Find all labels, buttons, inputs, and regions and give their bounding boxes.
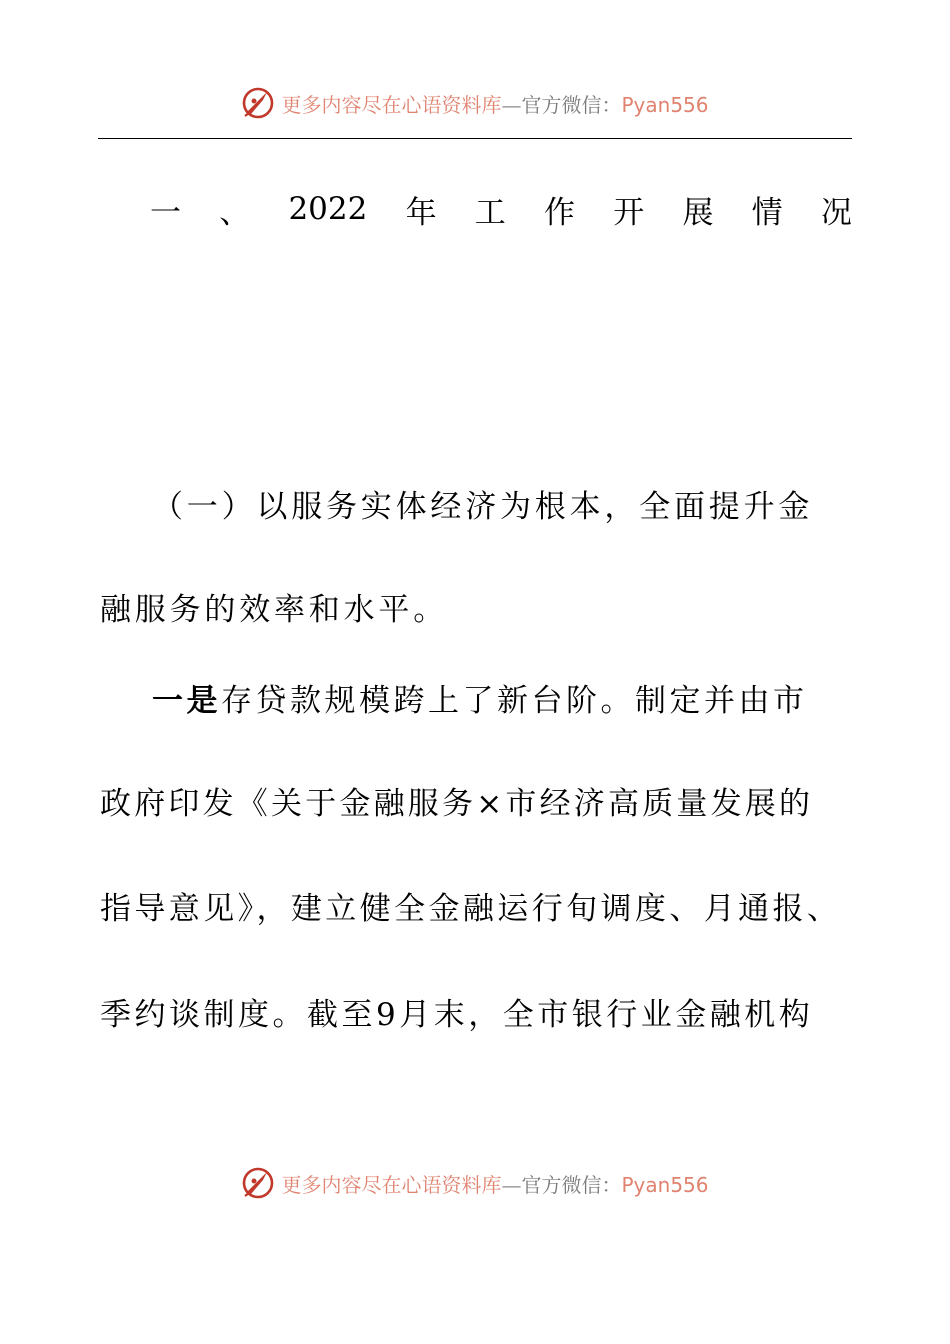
paragraph-line-2: 政府印发《关于金融服务×市经济高质量发展的 [100, 786, 814, 822]
paragraph-line-1 [152, 676, 852, 726]
heading-char: 工 [474, 194, 506, 231]
paragraph-line-1-text: 存贷款规模跨上了新台阶。制定并由市 [221, 683, 808, 719]
banner-separator: — [501, 1172, 522, 1197]
heading-char: 开 [613, 194, 645, 231]
paragraph-line-3: 指导意见》，建立健全金融运行旬调度、月通报、 [100, 891, 842, 927]
heading-char: 年 [405, 194, 437, 231]
banner-wechat-label: 官方微信： [521, 1172, 622, 1197]
subsection-title-line-2: 融服务的效率和水平。 [100, 592, 448, 628]
section-heading [150, 184, 852, 234]
heading-char: 一 [150, 194, 181, 231]
banner-site-text: 更多内容尽在心语资料库 [281, 92, 502, 117]
heading-char: 况 [820, 194, 852, 231]
header-divider [98, 138, 852, 139]
subsection-title-line-1: （一）以服务实体经济为根本，全面提升金 [152, 489, 814, 525]
banner-site-text: 更多内容尽在心语资料库 [281, 1172, 502, 1197]
paragraph-line-4: 季约谈制度。截至9月末，全市银行业金融机构 [100, 997, 814, 1033]
banner-wechat-id: Pyan556 [621, 92, 709, 117]
heading-char: 情 [751, 194, 783, 231]
banner-separator: — [501, 92, 522, 117]
footer-banner [0, 1163, 950, 1203]
heading-char: 、 [219, 194, 251, 231]
heading-char: 作 [544, 194, 575, 231]
library-logo-icon [241, 86, 275, 120]
library-logo-icon [241, 1166, 275, 1200]
heading-char: 2022 [288, 191, 368, 227]
paragraph-lead-bold: 一是 [152, 683, 221, 719]
banner-wechat-id: Pyan556 [621, 1172, 709, 1197]
header-banner [0, 83, 950, 123]
banner-wechat-label: 官方微信： [521, 92, 622, 117]
heading-char: 展 [682, 194, 714, 231]
